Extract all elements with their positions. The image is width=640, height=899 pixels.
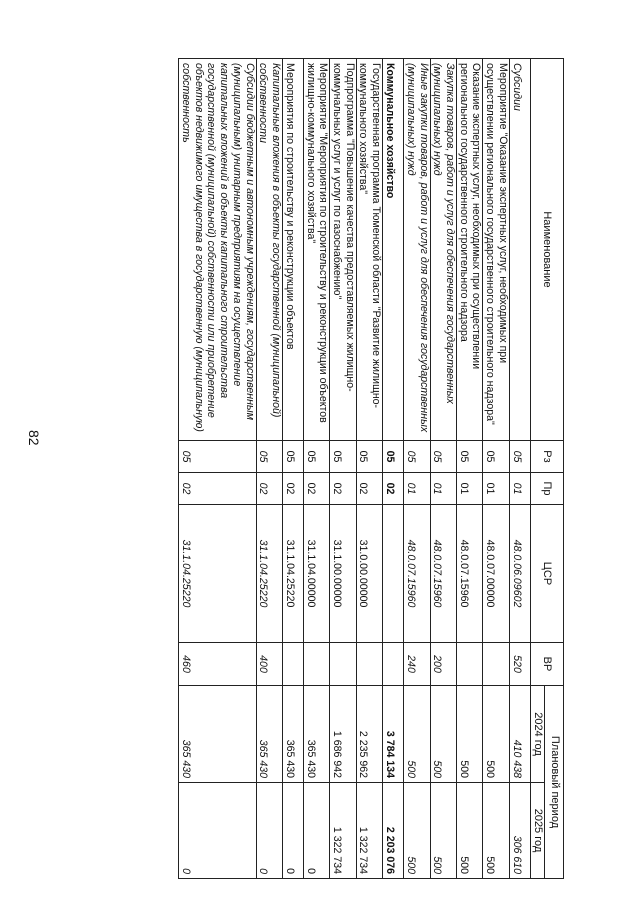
- cell-2024: 365 430: [256, 686, 282, 783]
- cell-pr: 01: [430, 473, 456, 505]
- cell-pr: 02: [383, 473, 404, 505]
- cell-2024: 500: [457, 686, 483, 783]
- cell-csr: 48.0.07.00000: [483, 505, 509, 643]
- cell-vr: [483, 643, 509, 686]
- budget-table: [178, 58, 564, 879]
- cell-rz: 05: [282, 441, 303, 473]
- cell-2024: 500: [483, 686, 509, 783]
- table-row: [483, 59, 509, 879]
- cell-2025: 0: [282, 783, 303, 879]
- header-rz: Рз: [530, 441, 563, 473]
- cell-2024: 365 430: [282, 686, 303, 783]
- cell-pr: 01: [483, 473, 509, 505]
- cell-pr: 02: [282, 473, 303, 505]
- header-year-2024: 2024 год: [530, 686, 544, 783]
- cell-csr: [383, 505, 404, 643]
- cell-2025: 500: [430, 783, 456, 879]
- cell-csr: 31.1.04.25220: [282, 505, 303, 643]
- cell-vr: [303, 643, 329, 686]
- cell-rz: 05: [356, 441, 382, 473]
- cell-name: Мероприятие "Оказание экспертных услуг, необходимых при осуществлении регионального государственного строительного надзора": [483, 59, 509, 441]
- cell-csr: 48.0.06.09602: [509, 505, 530, 643]
- cell-2025: 500: [404, 783, 430, 879]
- cell-vr: [330, 643, 356, 686]
- cell-name: Оказание экспертных услуг, необходимых при осуществлении регионального государственного строительного надзора: [457, 59, 483, 441]
- table-row: [330, 59, 356, 879]
- cell-rz: 05: [430, 441, 456, 473]
- cell-2024: 410 438: [509, 686, 530, 783]
- cell-2024: 500: [404, 686, 430, 783]
- cell-2025: 1 322 734: [330, 783, 356, 879]
- cell-csr: 31.0.00.00000: [356, 505, 382, 643]
- cell-pr: 02: [179, 473, 256, 505]
- cell-name: Государственная программа Тюменской области "Развитие жилищно-коммунального хозяйства": [356, 59, 382, 441]
- table-row: [356, 59, 382, 879]
- cell-csr: 48.0.07.15960: [430, 505, 456, 643]
- cell-vr: [282, 643, 303, 686]
- cell-2025: 500: [457, 783, 483, 879]
- cell-rz: 05: [483, 441, 509, 473]
- cell-name: Мероприятия по строительству и реконструкции объектов: [282, 59, 303, 441]
- header-pr: Пр: [530, 473, 563, 505]
- header-vr: ВР: [530, 643, 563, 686]
- cell-2024: 500: [430, 686, 456, 783]
- cell-vr: 460: [179, 643, 256, 686]
- header-name: Наименование: [530, 59, 563, 441]
- cell-vr: 520: [509, 643, 530, 686]
- cell-rz: 05: [303, 441, 329, 473]
- table-row: [282, 59, 303, 879]
- cell-name: Закупка товаров, работ и услуг для обеспечения государственных (муниципальных) нужд: [430, 59, 456, 441]
- cell-2025: 2 203 076: [383, 783, 404, 879]
- cell-rz: 05: [457, 441, 483, 473]
- cell-2024: 1 686 942: [330, 686, 356, 783]
- table-row: [303, 59, 329, 879]
- page-number: 82: [26, 430, 42, 446]
- cell-csr: 31.1.04.00000: [303, 505, 329, 643]
- table-row: [430, 59, 456, 879]
- cell-pr: 02: [303, 473, 329, 505]
- cell-vr: 240: [404, 643, 430, 686]
- cell-2024: 2 235 962: [356, 686, 382, 783]
- cell-2025: 0: [256, 783, 282, 879]
- cell-name: Мероприятие "Мероприятия по строительству и реконструкции объектов жилищно-коммунального хозяйства": [303, 59, 329, 441]
- cell-name: Капитальные вложения в объекты государственной (муниципальной) собственности: [256, 59, 282, 441]
- cell-2025: 500: [483, 783, 509, 879]
- cell-csr: 48.0.07.15960: [457, 505, 483, 643]
- cell-2025: 0: [303, 783, 329, 879]
- cell-rz: 05: [383, 441, 404, 473]
- table-row: [256, 59, 282, 879]
- cell-pr: 01: [404, 473, 430, 505]
- cell-pr: 02: [256, 473, 282, 505]
- cell-2025: 1 322 734: [356, 783, 382, 879]
- cell-rz: 05: [404, 441, 430, 473]
- cell-name: Иные закупки товаров, работ и услуг для обеспечения государственных (муниципальных) нужд: [404, 59, 430, 441]
- header-csr: ЦСР: [530, 505, 563, 643]
- cell-vr: 400: [256, 643, 282, 686]
- cell-vr: 200: [430, 643, 456, 686]
- cell-rz: 05: [509, 441, 530, 473]
- cell-pr: 02: [356, 473, 382, 505]
- cell-vr: [356, 643, 382, 686]
- cell-name: Коммунальное хозяйство: [383, 59, 404, 441]
- cell-csr: 31.1.00.00000: [330, 505, 356, 643]
- cell-csr: 48.0.07.15960: [404, 505, 430, 643]
- cell-name: Субсидии бюджетным и автономным учреждениям, государственным (муниципальным) унитарным предприятиям на осуществление капитальных вложений в объекты капитального строительства государственной (муниципальной) собственности или приобретение объектов недвижимого имущества в государственную (муниципальную) собственность: [179, 59, 256, 441]
- cell-csr: 31.1.04.25220: [179, 505, 256, 643]
- header-plan-period: Плановый период: [545, 686, 564, 879]
- cell-2024: 365 430: [303, 686, 329, 783]
- table-body: [179, 59, 530, 879]
- cell-rz: 05: [256, 441, 282, 473]
- table-row: [404, 59, 430, 879]
- cell-pr: 01: [509, 473, 530, 505]
- table-row: [179, 59, 256, 879]
- rotated-page-content: [108, 58, 564, 878]
- cell-name: Субсидии: [509, 59, 530, 441]
- cell-2025: 0: [179, 783, 256, 879]
- cell-name: Подпрограмма "Повышение качества предоставляемых жилищно-коммунальных услуг и услуг по газоснабжению": [330, 59, 356, 441]
- cell-2024: 365 430: [179, 686, 256, 783]
- cell-2024: 3 784 134: [383, 686, 404, 783]
- cell-pr: 02: [330, 473, 356, 505]
- cell-pr: 01: [457, 473, 483, 505]
- cell-2025: 306 610: [509, 783, 530, 879]
- table-row: [383, 59, 404, 879]
- cell-rz: 05: [330, 441, 356, 473]
- cell-rz: 05: [179, 441, 256, 473]
- table-row: [509, 59, 530, 879]
- cell-vr: [457, 643, 483, 686]
- cell-vr: [383, 643, 404, 686]
- header-year-2025: 2025 год: [530, 783, 544, 879]
- table-row: [457, 59, 483, 879]
- cell-csr: 31.1.04.25220: [256, 505, 282, 643]
